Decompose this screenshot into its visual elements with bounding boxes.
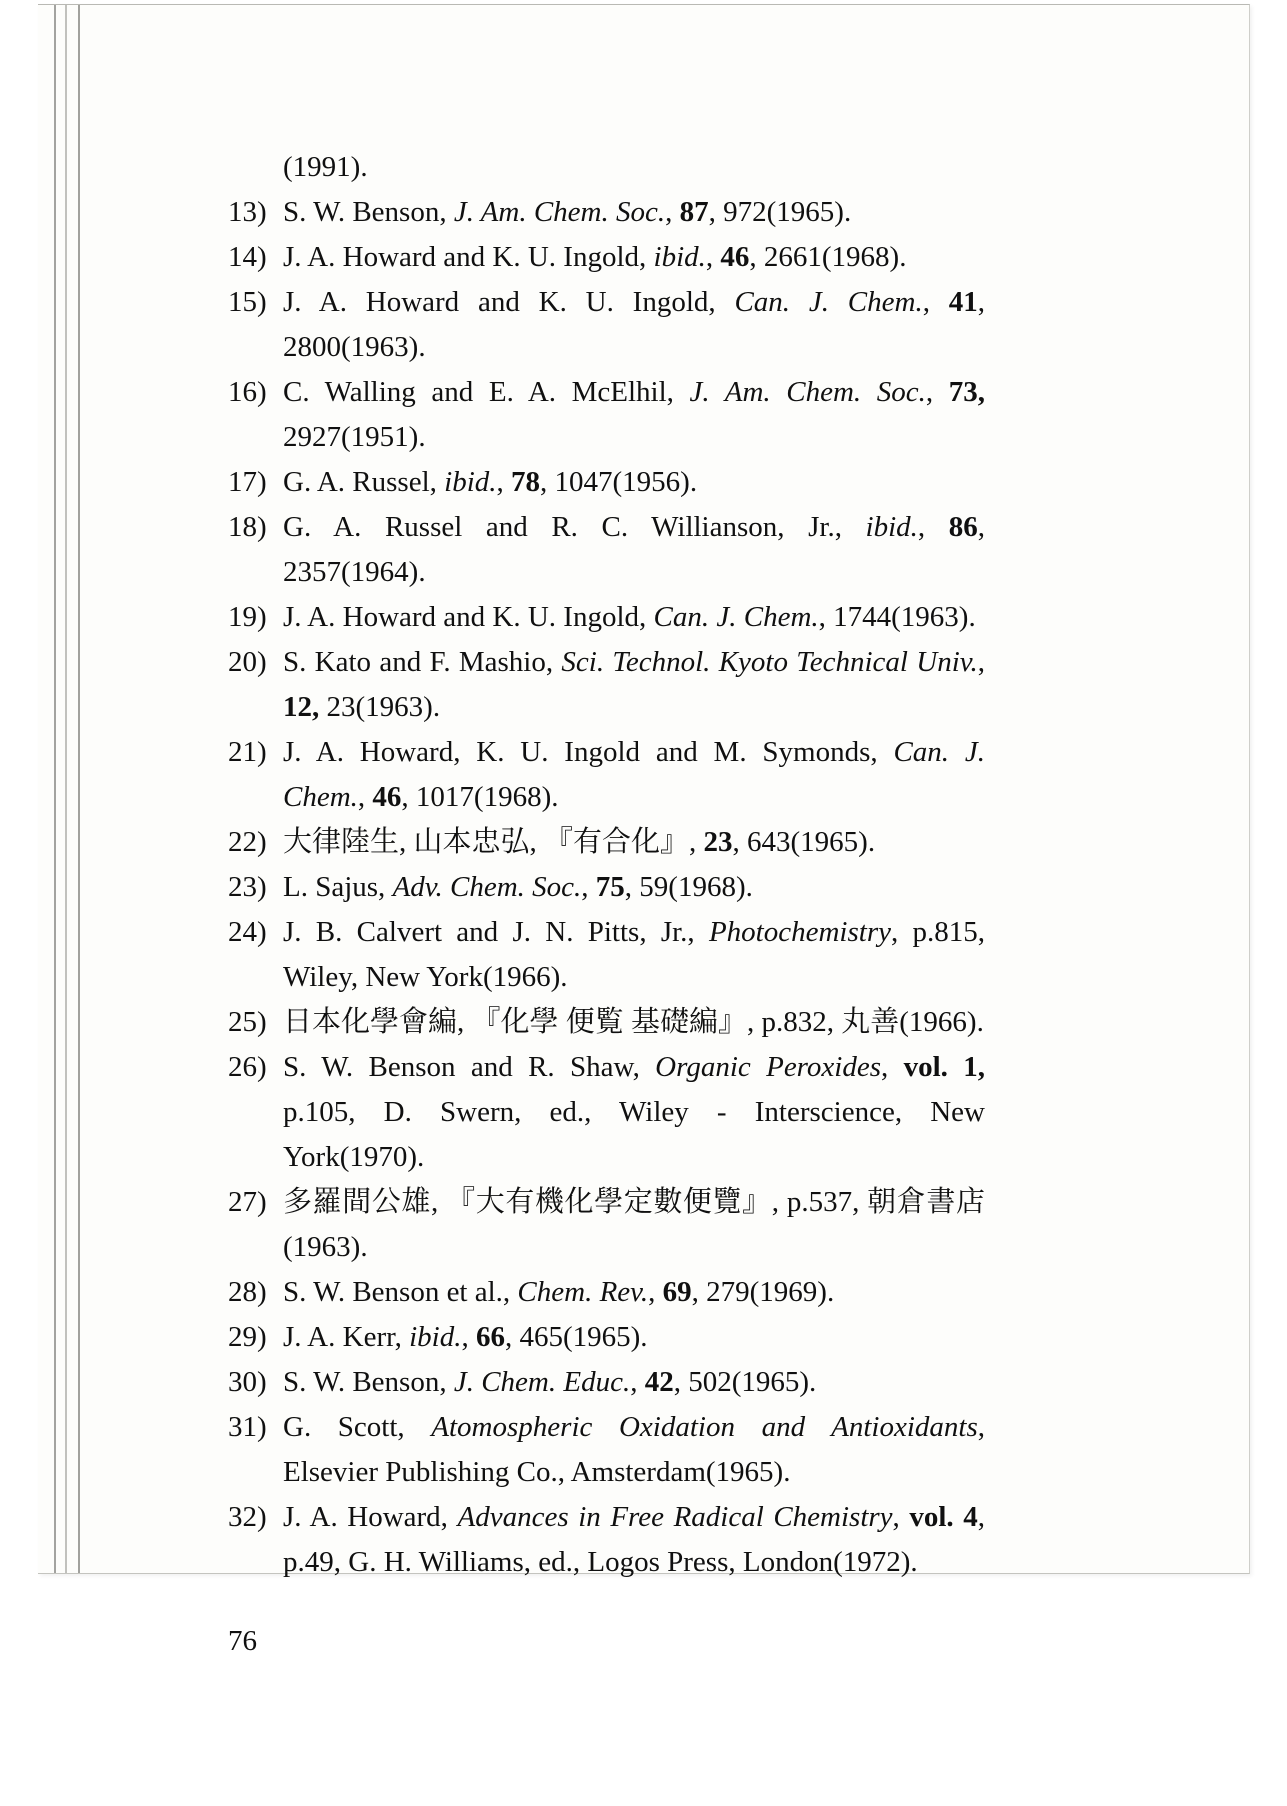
reference-number: 17) xyxy=(228,466,267,498)
reference-number: 20) xyxy=(228,646,267,678)
book-spine-edge xyxy=(38,5,88,1573)
reference-text: J. A. Howard, K. U. Ingold and M. Symonds, Can. J. Chem., 46, 1017(1968). xyxy=(283,736,985,813)
reference-text: 多羅間公雄, 『大有機化學定數便覽』, p.537, 朝倉書店(1963). xyxy=(283,1186,985,1263)
reference-text: 大律陸生, 山本忠弘, 『有合化』, 23, 643(1965). xyxy=(283,826,876,858)
reference-number: 16) xyxy=(228,376,267,408)
reference-text: 日本化學會編, 『化學 便覧 基礎編』, p.832, 丸善(1966). xyxy=(283,1006,984,1038)
reference-entry xyxy=(228,1180,985,1270)
reference-text: J. A. Kerr, ibid., 66, 465(1965). xyxy=(283,1321,648,1353)
reference-number: 32) xyxy=(228,1501,267,1533)
reference-entry xyxy=(228,1360,985,1405)
reference-entry xyxy=(228,145,985,190)
reference-entry xyxy=(228,865,985,910)
page-edge-line xyxy=(65,5,67,1573)
reference-entry xyxy=(228,910,985,1000)
reference-entry xyxy=(228,190,985,235)
reference-entry xyxy=(228,280,985,370)
book-page xyxy=(38,4,1250,1657)
reference-entry xyxy=(228,730,985,820)
reference-number: 30) xyxy=(228,1366,267,1398)
reference-number: 14) xyxy=(228,241,267,273)
page-edge-line xyxy=(54,5,56,1573)
page-number: 76 xyxy=(228,1625,257,1657)
reference-text: (1991). xyxy=(283,151,368,183)
reference-entry xyxy=(228,640,985,730)
reference-list xyxy=(228,145,985,1585)
reference-text: S. Kato and F. Mashio, Sci. Technol. Kyoto Technical Univ., 12, 23(1963). xyxy=(283,646,985,723)
reference-entry xyxy=(228,1315,985,1360)
reference-number: 23) xyxy=(228,871,267,903)
reference-number: 13) xyxy=(228,196,267,228)
reference-entry xyxy=(228,370,985,460)
reference-text: J. A. Howard, Advances in Free Radical Chemistry, vol. 4, p.49, G. H. Williams, ed., Logos Press, London(1972). xyxy=(283,1501,986,1578)
reference-number: 24) xyxy=(228,916,267,948)
reference-entry xyxy=(228,505,985,595)
reference-entry xyxy=(228,1495,985,1585)
reference-number: 19) xyxy=(228,601,267,633)
reference-entry xyxy=(228,1270,985,1315)
reference-number: 28) xyxy=(228,1276,267,1308)
reference-text: J. B. Calvert and J. N. Pitts, Jr., Photochemistry, p.815, Wiley, New York(1966). xyxy=(283,916,986,993)
reference-number: 15) xyxy=(228,286,267,318)
reference-number: 22) xyxy=(228,826,267,858)
reference-text: G. Scott, Atomospheric Oxidation and Antioxidants, Elsevier Publishing Co., Amsterdam(1965). xyxy=(283,1411,985,1488)
reference-text: C. Walling and E. A. McElhil, J. Am. Chem. Soc., 73, 2927(1951). xyxy=(283,376,985,453)
reference-number: 29) xyxy=(228,1321,267,1353)
reference-number: 18) xyxy=(228,511,267,543)
reference-text: J. A. Howard and K. U. Ingold, ibid., 46, 2661(1968). xyxy=(283,241,907,273)
reference-text: G. A. Russel and R. C. Willianson, Jr., ibid., 86, 2357(1964). xyxy=(283,511,985,588)
reference-number: 21) xyxy=(228,736,267,768)
reference-number: 27) xyxy=(228,1186,267,1218)
reference-entry xyxy=(228,460,985,505)
reference-text: S. W. Benson, J. Chem. Educ., 42, 502(1965). xyxy=(283,1366,817,1398)
reference-text: J. A. Howard and K. U. Ingold, Can. J. Chem., 41, 2800(1963). xyxy=(283,286,986,363)
reference-number: 25) xyxy=(228,1006,267,1038)
reference-text: L. Sajus, Adv. Chem. Soc., 75, 59(1968). xyxy=(283,871,753,903)
reference-text: S. W. Benson et al., Chem. Rev., 69, 279(1969). xyxy=(283,1276,835,1308)
reference-entry xyxy=(228,820,985,865)
page-edge-line xyxy=(78,5,80,1573)
references-section xyxy=(228,145,985,1664)
reference-number: 31) xyxy=(228,1411,267,1443)
reference-entry xyxy=(228,1405,985,1495)
reference-entry xyxy=(228,235,985,280)
reference-number: 26) xyxy=(228,1051,267,1083)
reference-entry xyxy=(228,1000,985,1045)
reference-text: J. A. Howard and K. U. Ingold, Can. J. Chem., 1744(1963). xyxy=(283,601,976,633)
reference-entry xyxy=(228,595,985,640)
reference-entry xyxy=(228,1045,985,1180)
reference-text: S. W. Benson and R. Shaw, Organic Peroxides, vol. 1, p.105, D. Swern, ed., Wiley - Interscience, New York(1970). xyxy=(283,1051,985,1173)
reference-text: G. A. Russel, ibid., 78, 1047(1956). xyxy=(283,466,698,498)
reference-text: S. W. Benson, J. Am. Chem. Soc., 87, 972(1965). xyxy=(283,196,852,228)
